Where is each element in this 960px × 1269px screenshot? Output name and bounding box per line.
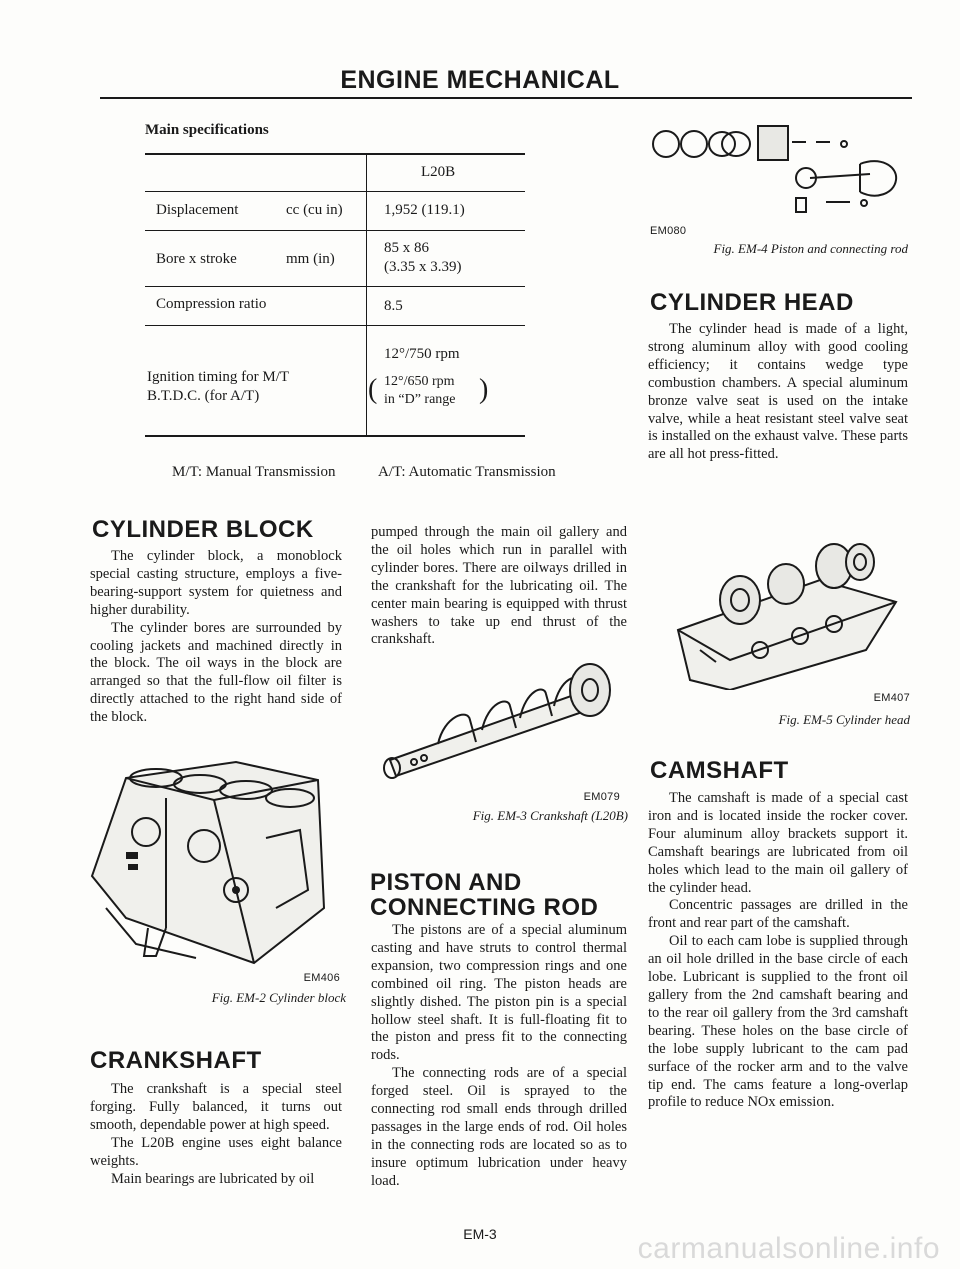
figure-caption: Fig. EM-3 Crankshaft (L20B): [472, 808, 628, 823]
bore-stroke-unit: mm (in): [286, 251, 335, 267]
paragraph: The L20B engine uses eight balance weights.: [90, 1134, 342, 1169]
piston-text: [371, 922, 627, 1191]
bracket-right: ): [479, 374, 489, 405]
paragraph: pumped through the main oil gallery and the oil holes which run in parallel with cylinder bores. There are oilways drilled in the crankshaft for the lubricating oil. The center main bearing is equipped with thrust washers to take up end thrust of the crankshaft.: [371, 524, 627, 648]
cylinder-block-text: [90, 548, 342, 727]
table-rule: [145, 286, 525, 287]
table-rule: [145, 191, 525, 192]
cylinder-block-figure: [86, 758, 338, 968]
ignition-value-mt: 12°/750 rpm: [384, 346, 460, 362]
note-mt: M/T: Manual Transmission: [172, 464, 336, 480]
figure-caption: Fig. EM-5 Cylinder head: [778, 712, 910, 727]
compression-label: Compression ratio: [156, 296, 267, 312]
model-header: L20B: [421, 164, 456, 180]
ignition-value-at: 12°/650 rpm: [384, 374, 455, 389]
figure-code: EM079: [583, 791, 620, 803]
bracket-left: (: [368, 374, 378, 405]
paragraph: Oil to each cam lobe is supplied through an oil hole drilled in the base circle of each lobe. Lubricant is supplied to the front oil gallery from the 2nd camshaft bearing and to the rear oil gallery from the 3rd camshaft bearing. These holes on the base circle of the lobe supply lubricant to the cam pad surface of the rocker arm and to the valve tip end. The cams feature a long-overlap profile to reduce NOx emission.: [648, 933, 908, 1111]
bore-stroke-value: 85 x 86: [384, 240, 429, 256]
paragraph: The cylinder block, a monoblock special casting structure, employs a five-bearing-support system for quietness and higher durability.: [90, 548, 342, 618]
piston-rod-figure: [650, 118, 912, 218]
table-rule: [145, 435, 525, 437]
figure-caption: Fig. EM-4 Piston and connecting rod: [713, 241, 908, 256]
camshaft-heading: CAMSHAFT: [650, 757, 789, 784]
header-rule: [100, 97, 912, 99]
table-rule: [145, 325, 525, 326]
paragraph: The connecting rods are of a special forged steel. Oil is sprayed to the connecting rod small ends through drilled passages in the large ends of rod. Oil holes in the connecting rods are located so as to insure optimum lubrication under heavy load.: [371, 1065, 627, 1189]
crankshaft-drawing: [378, 660, 622, 780]
ignition-label: Ignition timing for M/T: [147, 369, 290, 385]
page-number: EM-3: [463, 1226, 497, 1242]
watermark: carmanualsonline.info: [637, 1232, 940, 1265]
displacement-value: 1,952 (119.1): [384, 202, 465, 218]
paragraph: The cylinder bores are surrounded by cooling jackets and machined directly in the block. The oil ways in the block are arranged so that the full-flow oil filter is directly attached to the right hand side of the block.: [90, 619, 342, 726]
crankshaft-figure: [378, 660, 622, 780]
paragraph: The cylinder head is made of a light, strong aluminum alloy with good cooling efficiency; it contains wedge type combustion chambers. A special aluminum bronze valve seat is used on the intake valve, while a heat resistant steel valve seat is installed on the exhaust valve. These parts are all hot press-fitted.: [648, 321, 908, 463]
heading-line: PISTON AND: [370, 869, 522, 896]
table-rule: [145, 230, 525, 231]
paragraph: Concentric passages are drilled in the front and rear part of the camshaft.: [648, 897, 908, 932]
specs-heading: Main specifications: [145, 122, 269, 138]
compression-value: 8.5: [384, 298, 403, 314]
crankshaft-heading: CRANKSHAFT: [90, 1047, 262, 1074]
note-at: A/T: Automatic Transmission: [378, 464, 556, 480]
figure-code: EM080: [650, 225, 687, 237]
piston-rod-drawing: [650, 118, 912, 218]
bore-stroke-label: Bore x stroke: [156, 251, 237, 267]
table-divider: [366, 154, 367, 437]
paragraph: The pistons are of a special aluminum casting and have struts to control thermal expansion, two compression rings and one combined oil ring. The piston heads are slightly dished. The piston pin is a special hollow steel shaft. It is full-floating fit to the piston and press fit to the connecting rods.: [371, 922, 627, 1064]
paragraph: The camshaft is made of a special cast iron and is located inside the rocker cover. Four aluminum alloy brackets support it. Camshaft bearings are lubricated from oil holes which lead to the main oil gallery of the cylinder head.: [648, 790, 908, 896]
figure-code: EM406: [303, 972, 340, 984]
paragraph: The crankshaft is a special steel forging. Fully balanced, it turns out smooth, dependable power at high speed.: [90, 1081, 342, 1133]
crankshaft-text-continued: [371, 524, 627, 649]
displacement-unit: cc (cu in): [286, 202, 343, 218]
cylinder-block-drawing: [86, 758, 338, 968]
bore-stroke-value-in: (3.35 x 3.39): [384, 259, 462, 275]
page-title: ENGINE MECHANICAL: [340, 66, 620, 94]
paragraph: Main bearings are lubricated by oil: [111, 1170, 315, 1187]
displacement-label: Displacement: [156, 202, 239, 218]
ignition-value-range: in “D” range: [384, 392, 456, 407]
cylinder-block-heading: CYLINDER BLOCK: [92, 516, 314, 543]
cylinder-head-heading: CYLINDER HEAD: [650, 289, 854, 316]
cylinder-head-drawing: [670, 540, 906, 690]
camshaft-text: [648, 790, 908, 1112]
figure-code: EM407: [873, 692, 910, 704]
table-rule: [145, 153, 525, 155]
piston-heading: [370, 870, 598, 920]
cylinder-head-text: [648, 321, 908, 464]
figure-caption: Fig. EM-2 Cylinder block: [211, 990, 346, 1005]
ignition-label-at: B.T.D.C. (for A/T): [147, 388, 260, 404]
crankshaft-text: [90, 1081, 342, 1188]
cylinder-head-figure: [670, 540, 906, 690]
heading-line: CONNECTING ROD: [370, 894, 599, 921]
